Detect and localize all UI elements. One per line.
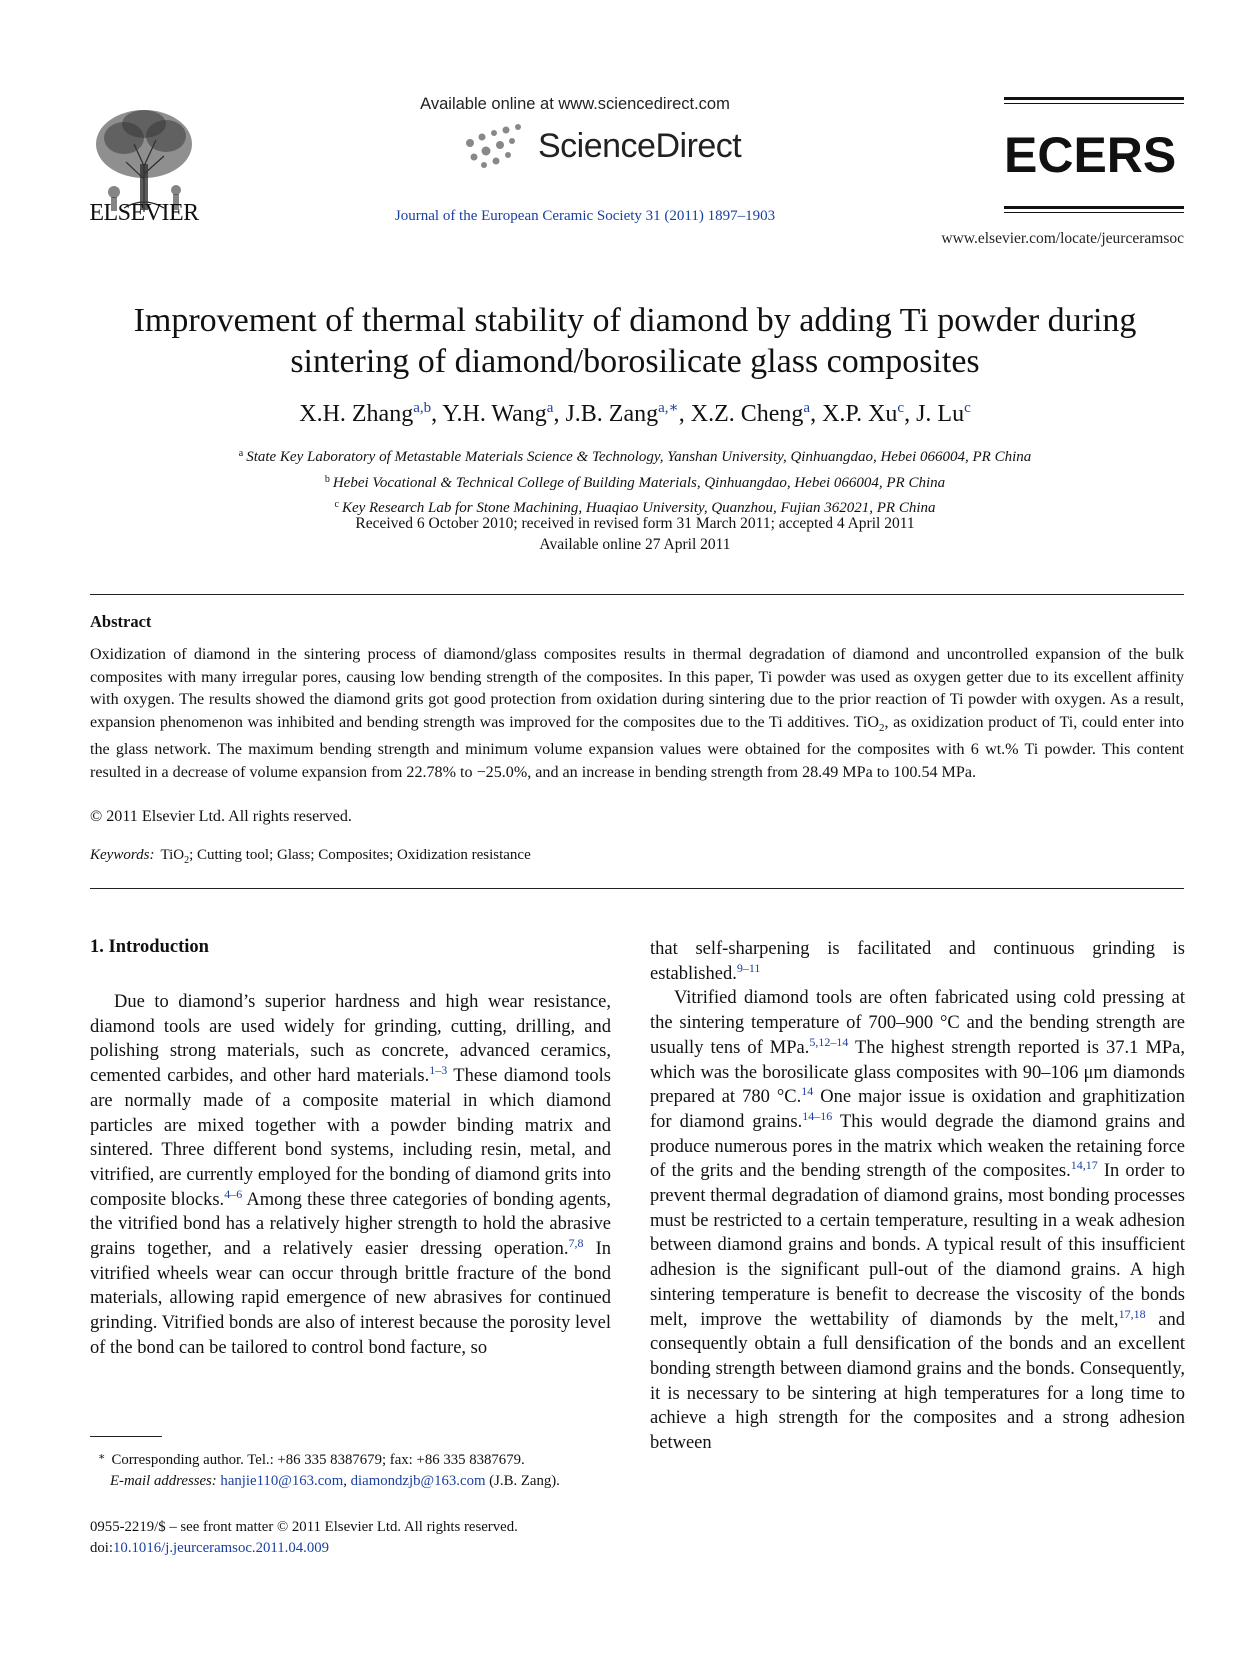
keywords-label: Keywords:: [90, 847, 155, 863]
intro-right-column: [650, 937, 1185, 1456]
author-name: J. Lu: [916, 401, 965, 427]
issn-line: 0955-2219/$ – see front matter © 2011 Elsevier Ltd. All rights reserved.: [90, 1519, 518, 1535]
header-rule-bottom: [1004, 206, 1184, 209]
author-affiliation-mark[interactable]: a,∗: [658, 400, 679, 416]
email-link[interactable]: diamondzjb@163.com: [350, 1473, 486, 1489]
affiliation-a: $^a$ State Key Laboratory of Metastable Materials Science & Technology, Yanshan University, Qinhuangdao, Hebei 066004, PR China: [238, 448, 1032, 465]
paragraph: Vitrified diamond tools are often fabricated using cold pressing at the sintering temperature of 700–900 °C and the bending strength are usually tens of MPa.$^{5,12-14}$ The highest strength reported is 37.1 MPa, which was the borosilicate glass composites with 90–106 μm diamonds prepared at 780 °C.$^{14}$ One major issue is oxidation and graphitization for diamond grains.$^{14-16}$ This would degrade the diamond grains and produce numerous pores in the matrix which weaken the retaining force of the grits and the bending strength of the composites.$^{14,17}$ In order to prevent thermal degradation of diamond grains, most bonding processes must be restricted to a certain temperature, resulting in a weak adhesion between diamond grains and bonds. A typical result of this insufficient adhesion is the significant pull-out of the diamond grains. A high sintering temperature is benefit to decrease the viscosity of the bonds melt, improve the wettability of diamonds by the melt,$^{17,18}$ and consequently obtain a full densification of the bonds and an excellent bonding strength between diamond grains and the bonds. Consequently, it is necessary to be sintering at high temperatures for a long time to achieve a high strength for the composites and a strong adhesion between: [650, 988, 1186, 1454]
author-affiliation-mark[interactable]: c: [897, 400, 905, 416]
email-link[interactable]: hanjie110@163.com: [220, 1473, 344, 1489]
sciencedirect-dots-icon: [460, 121, 530, 171]
citation-link[interactable]: 4–6: [224, 1186, 243, 1201]
journal-homepage-url[interactable]: www.elsevier.com/locate/jeurceramsoc: [941, 230, 1184, 247]
section-heading-introduction: 1. Introduction: [90, 937, 209, 957]
header-rule-top-thin: [1004, 103, 1184, 104]
affiliation-list: [80, 443, 1190, 520]
corresponding-author-footnote: ∗ Corresponding author. Tel.: +86 335 8387679; fax: +86 335 8387679. E-mail addresses: hanjie110@163.com, diamondzjb@163.com (J.B. Zang).: [98, 1451, 560, 1489]
abstract-copyright: © 2011 Elsevier Ltd. All rights reserved.: [90, 808, 352, 825]
author-affiliation-mark[interactable]: c: [964, 400, 971, 416]
citation-link[interactable]: 14–16: [802, 1108, 833, 1123]
citation-link[interactable]: 17,18: [1118, 1306, 1146, 1321]
citation-link[interactable]: 1–3: [429, 1063, 448, 1078]
front-matter-info: 0955-2219/$ – see front matter © 2011 Elsevier Ltd. All rights reserved. doi:10.1016/j.jeurceramsoc.2011.04.009: [90, 1517, 630, 1559]
article-history: [80, 513, 1190, 555]
ecers-logo-text: ECERS: [1004, 128, 1177, 180]
article-title: [80, 300, 1190, 382]
keywords: Keywords: TiO$_2$; Cutting tool; Glass; Composites; Oxidization resistance: [90, 847, 531, 866]
publisher-name: ELSEVIER: [89, 200, 199, 226]
author-affiliation-mark[interactable]: a,b: [413, 400, 432, 416]
ecers-society-logo: [1004, 128, 1184, 180]
title-line: Improvement of thermal stability of diamond by adding Ti powder during: [133, 302, 1137, 339]
citation-link[interactable]: 7,8: [568, 1236, 584, 1251]
author-name: X.P. Xu: [822, 401, 898, 427]
header-rule-bottom-thin: [1004, 212, 1184, 213]
abstract-heading: Abstract: [90, 612, 152, 631]
abstract-text: Oxidization of diamond in the sintering process of diamond/glass composites results in thermal degradation of diamond and uncontrolled expansion of the bulk composites with many irregular pores, causing low bending strength of the composites. In this paper, Ti powder was used as oxygen getter due to its excellent affinity with oxygen. The results showed the diamond grits got good protection from oxidation during sintering due to the prior reaction of Ti powder with oxygen. As a result, expansion phenomenon was inhibited and bending strength was improved for the composites due to the Ti additives. TiO$_2$, as oxidization product of Ti, could enter into the glass network. The maximum bending strength and minimum volume expansion values were obtained for the composites with 6 wt.% Ti powder. This content resulted in a decrease of volume expansion from 22.78% to −25.0%, and an increase in bending strength from 28.49 MPa to 100.54 MPa.: [90, 646, 1184, 781]
author-name: J.B. Zang: [565, 401, 659, 427]
author-list: X.H. Zhang$^{a,b}$, Y.H. Wang$^a$, J.B. Zang$^{a,∗}$, X.Z. Cheng$^a$, X.P. Xu$^c$, J. Lu$^c$: [299, 400, 971, 427]
email-label: E-mail addresses:: [110, 1473, 217, 1489]
author-name: X.H. Zhang: [299, 401, 414, 427]
author-name: Y.H. Wang: [442, 401, 547, 427]
online-date: Available online 27 April 2011: [539, 536, 731, 553]
citation-link[interactable]: 14,17: [1070, 1158, 1098, 1173]
citation-link[interactable]: 9–11: [736, 960, 761, 975]
author-affiliation-mark[interactable]: a: [803, 400, 811, 416]
footnote-rule: [90, 1436, 162, 1437]
title-line: sintering of diamond/borosilicate glass composites: [290, 343, 980, 380]
citation-link[interactable]: 14: [801, 1084, 814, 1099]
paragraph: that self-sharpening is facilitated and continuous grinding is established.$^{9-11}$: [650, 939, 1185, 984]
received-dates: Received 6 October 2010; received in revised form 31 March 2011; accepted 4 April 2011: [355, 515, 915, 532]
header-rule-top: [1004, 97, 1184, 100]
affiliation-b: $^b$ Hebei Vocational & Technical College of Building Materials, Qinhuangdao, Hebei 066004, PR China: [324, 473, 946, 491]
journal-citation-link[interactable]: Journal of the European Ceramic Society 31 (2011) 1897–1903: [394, 208, 776, 224]
sciencedirect-logo[interactable]: [460, 120, 741, 172]
citation-link[interactable]: 5,12–14: [809, 1034, 849, 1049]
doi-link[interactable]: 10.1016/j.jeurceramsoc.2011.04.009: [113, 1540, 330, 1556]
author-name: X.Z. Cheng: [690, 401, 804, 427]
author-affiliation-mark[interactable]: a: [546, 400, 554, 416]
abstract-top-rule: [90, 594, 1184, 595]
abstract-bottom-rule: [90, 888, 1184, 889]
intro-left-column: Due to diamond’s superior hardness and high wear resistance, diamond tools are used widely for grinding, cutting, drilling, and polishing strong materials, such as concrete, advanced ceramics, cemented carbides, and other hard materials.$^{1-3}$ These diamond tools are normally made of a composite material in which diamond particles are mixed together with a powder binding matrix and sintered. Three different bond systems, including resin, metal, and vitrified, are currently employed for the bonding of diamond grits into composite blocks.$^{4-6}$ Among these three categories of bonding agents, the vitrified bond has a relatively higher strength to hold the abrasive grains together, and a relatively easier dressing operation.$^{7,8}$ In vitrified wheels wear can occur through brittle fracture of the bond materials, allowing rapid emergence of new abrasives for continued grinding. Vitrified bonds are also of interest because the porosity level of the bond can be tailored to control bond facture, so: [90, 992, 612, 1358]
sciencedirect-wordmark: ScienceDirect: [538, 126, 742, 165]
affiliation-c: $^c$ Key Research Lab for Stone Machining, Huaqiao University, Quanzhou, Fujian 362021, PR China: [334, 499, 936, 516]
available-online-text: Available online at www.sciencedirect.com: [420, 95, 730, 113]
